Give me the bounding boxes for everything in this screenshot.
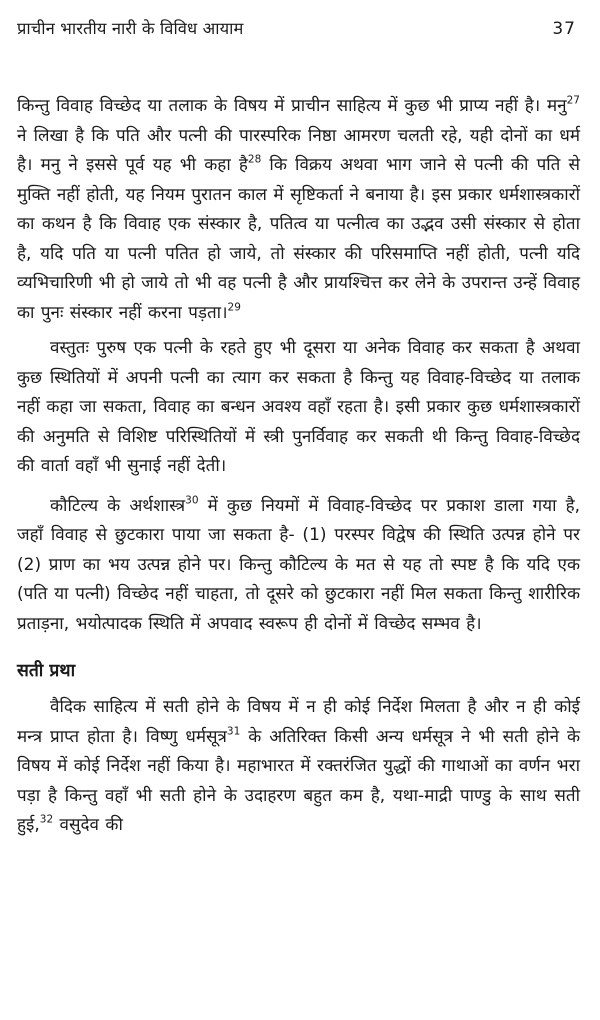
page-number: 37 xyxy=(552,19,576,39)
footnote-marker: 30 xyxy=(185,494,199,507)
footnote-marker: 29 xyxy=(227,301,241,314)
paragraph-text: वस्तुतः पुरुष एक पत्नी के रहते हुए भी दूसरा या अनेक विवाह कर सकता है अथवा कुछ स्थितियों में अपनी पत्नी का त्याग कर सकता है किन्तु यह विवाह-विच्छेद या तलाक नहीं कहा जा सकता, विवाह का बन्धन अवश्य वहाँ रहता है। इसी प्रकार कुछ धर्मशास्त्रकारों की अनुमति से विशिष्ट परिस्थितियों में स्त्री पुनर्विवाह कर सकती थी किन्तु विवाह-विच्छेद की वार्ता वहाँ भी सुनाई नहीं देती। xyxy=(17,338,580,476)
paragraph xyxy=(17,92,580,328)
paragraph-text: के अतिरिक्त किसी अन्य धर्मसूत्र ने भी सती होने के विषय में कोई निर्देश नहीं किया है। महाभारत में रक्तरंजित युद्धों की गाथाओं का वर्णन भरा पड़ा है किन्तु वहाँ भी सती होने के उदाहरण बहुत कम है, यथा-माद्री पाण्डु के साथ सती हुई, xyxy=(17,726,580,835)
paragraph-text: में कुछ नियमों में विवाह-विच्छेद पर प्रकाश डाला गया है, जहाँ विवाह से छुटकारा पाया जा सकता है- (1) परस्पर विद्वेष की स्थिति उत्पन्न होने पर (2) प्राण का भय उत्पन्न होने पर। किन्तु कौटिल्य के मत से यह तो स्पष्ट है कि यदि एक (पति या पत्नी) विच्छेद नहीं चाहता, तो दूसरे को छुटकारा नहीं मिल सकता किन्तु शारीरिक प्रताड़ना, भयोत्पादक स्थिति में अपवाद स्वरूप ही दोनों में विच्छेद सम्भव है। xyxy=(17,495,581,634)
paragraph-text: कौटिल्य के अर्थशास्त्र xyxy=(50,495,186,516)
page-body xyxy=(17,92,580,841)
paragraph xyxy=(17,334,580,482)
footnote-marker: 31 xyxy=(226,725,241,738)
paragraph-text: किन्तु विवाह विच्छेद या तलाक के विषय में प्राचीन साहित्य में कुछ भी प्राप्य नहीं है। मनु xyxy=(17,96,567,116)
page-header xyxy=(17,16,580,54)
paragraph-text: वसुदेव की xyxy=(53,815,123,835)
paragraph xyxy=(17,693,580,841)
paragraph-text: कि विक्रय अथवा भाग जाने से पत्नी की पति से मुक्ति नहीं होती, यह नियम पुरातन काल में सृष्टिकर्ता ने बनाया है। इस प्रकार धर्मशास्त्रकारों का कथन है कि विवाह एक संस्कार है, पतित्व या पत्नीत्व का उद्भव उसी संस्कार से होता है, यदि पति या पत्नी पतित हो जाये, तो संस्कार की परिसमाप्ति नहीं होती, पत्नी यदि व्यभिचारिणी भी हो जाये तो भी वह पत्नी है और प्रायश्चित्त कर लेने के उपरान्त उन्हें विवाह का पुनः संस्कार नहीं करना पड़ता। xyxy=(17,155,580,323)
section-heading: सती प्रथा xyxy=(17,661,76,681)
footnote-marker: 27 xyxy=(566,94,580,107)
paragraph xyxy=(17,492,580,640)
paragraph-text: ने लिखा है कि पति और पत्नी की पारस्परिक निष्ठा आमरण चलती रहे, यही दोनों का धर्म है। मनु ने इससे पूर्व यह भी कहा है xyxy=(17,125,580,175)
running-title: प्राचीन भारतीय नारी के विविध आयाम xyxy=(17,19,244,38)
footnote-marker: 28 xyxy=(247,153,262,166)
footnote-marker: 32 xyxy=(39,813,54,826)
paragraph-text: वैदिक साहित्य में सती होने के विषय में न ही कोई निर्देश मिलता है और न ही कोई मन्त्र प्राप्त होता है। विष्णु धर्मसूत्र xyxy=(17,697,580,747)
